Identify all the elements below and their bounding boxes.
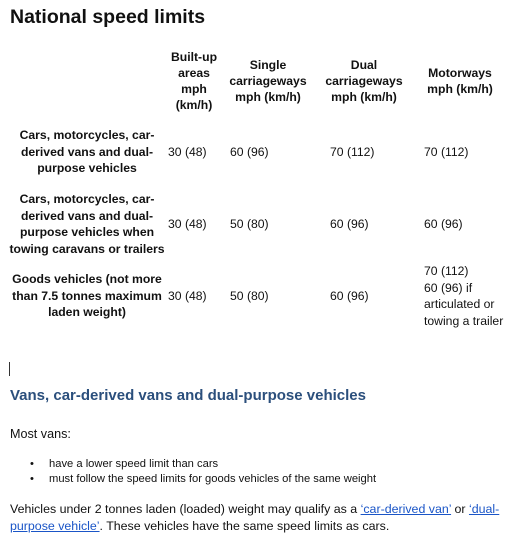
bullet-icon: • bbox=[30, 473, 34, 485]
dual-carriageway-limit: 70 (112) bbox=[330, 144, 375, 159]
car-derived-van-link[interactable]: ‘car-derived van’ bbox=[360, 502, 452, 516]
intro-text: Most vans: bbox=[10, 427, 71, 441]
section-heading: Vans, car-derived vans and dual-purpose vehicles bbox=[10, 387, 366, 404]
header-vehicle-type bbox=[8, 46, 166, 116]
built-up-limit: 30 (48) bbox=[168, 144, 207, 159]
motorway-limit: 70 (112) 60 (96) if articulated or towing a trailer bbox=[424, 264, 504, 328]
single-carriageway-limit: 50 (80) bbox=[230, 216, 269, 231]
header-motorways: Motorways mph (km/h) bbox=[427, 66, 493, 96]
built-up-limit: 30 (48) bbox=[168, 288, 207, 303]
header-single-carriageways: Single carriageways mph (km/h) bbox=[229, 58, 307, 104]
bullet-list bbox=[0, 457, 376, 487]
dual-carriageway-limit: 60 (96) bbox=[330, 216, 369, 231]
vehicle-type-cell: Goods vehicles (not more than 7.5 tonnes maximum laden weight) bbox=[12, 272, 162, 320]
table-row bbox=[8, 188, 506, 260]
motorway-limit: 70 (112) bbox=[424, 144, 469, 159]
header-built-up: Built-up areas mph (km/h) bbox=[170, 50, 218, 112]
list-item: • must follow the speed limits for goods vehicles of the same weight bbox=[30, 473, 377, 485]
single-carriageway-limit: 60 (96) bbox=[230, 144, 269, 159]
motorway-limit: 60 (96) bbox=[424, 216, 463, 231]
vehicle-type-cell: Cars, motorcycles, car- derived vans and dual- purpose vehicles when towing caravans or trailers bbox=[9, 192, 165, 256]
page-title: National speed limits bbox=[10, 6, 206, 28]
vehicle-type-cell: Cars, motorcycles, car- derived vans and dual- purpose vehicles bbox=[19, 128, 155, 176]
table-header-row bbox=[8, 46, 506, 116]
single-carriageway-limit: 50 (80) bbox=[230, 288, 269, 303]
header-dual-carriageways: Dual carriageways mph (km/h) bbox=[325, 58, 403, 104]
text-cursor bbox=[9, 362, 10, 376]
built-up-limit: 30 (48) bbox=[168, 216, 207, 231]
bullet-icon: • bbox=[30, 458, 34, 470]
dual-purpose-vehicle-link[interactable]: ‘dual-purpose vehicle’ bbox=[10, 502, 500, 533]
table-row bbox=[8, 116, 506, 188]
list-item: • have a lower speed limit than cars bbox=[30, 458, 219, 470]
table-row bbox=[8, 260, 506, 332]
speed-limits-table bbox=[8, 46, 506, 332]
dual-carriageway-limit: 60 (96) bbox=[330, 288, 369, 303]
closing-paragraph: Vehicles under 2 tonnes laden (loaded) weight may qualify as a ‘car-derived van’ or ‘dual-purpose vehicle’. These vehicles have the same speed limits as cars. bbox=[10, 502, 500, 533]
